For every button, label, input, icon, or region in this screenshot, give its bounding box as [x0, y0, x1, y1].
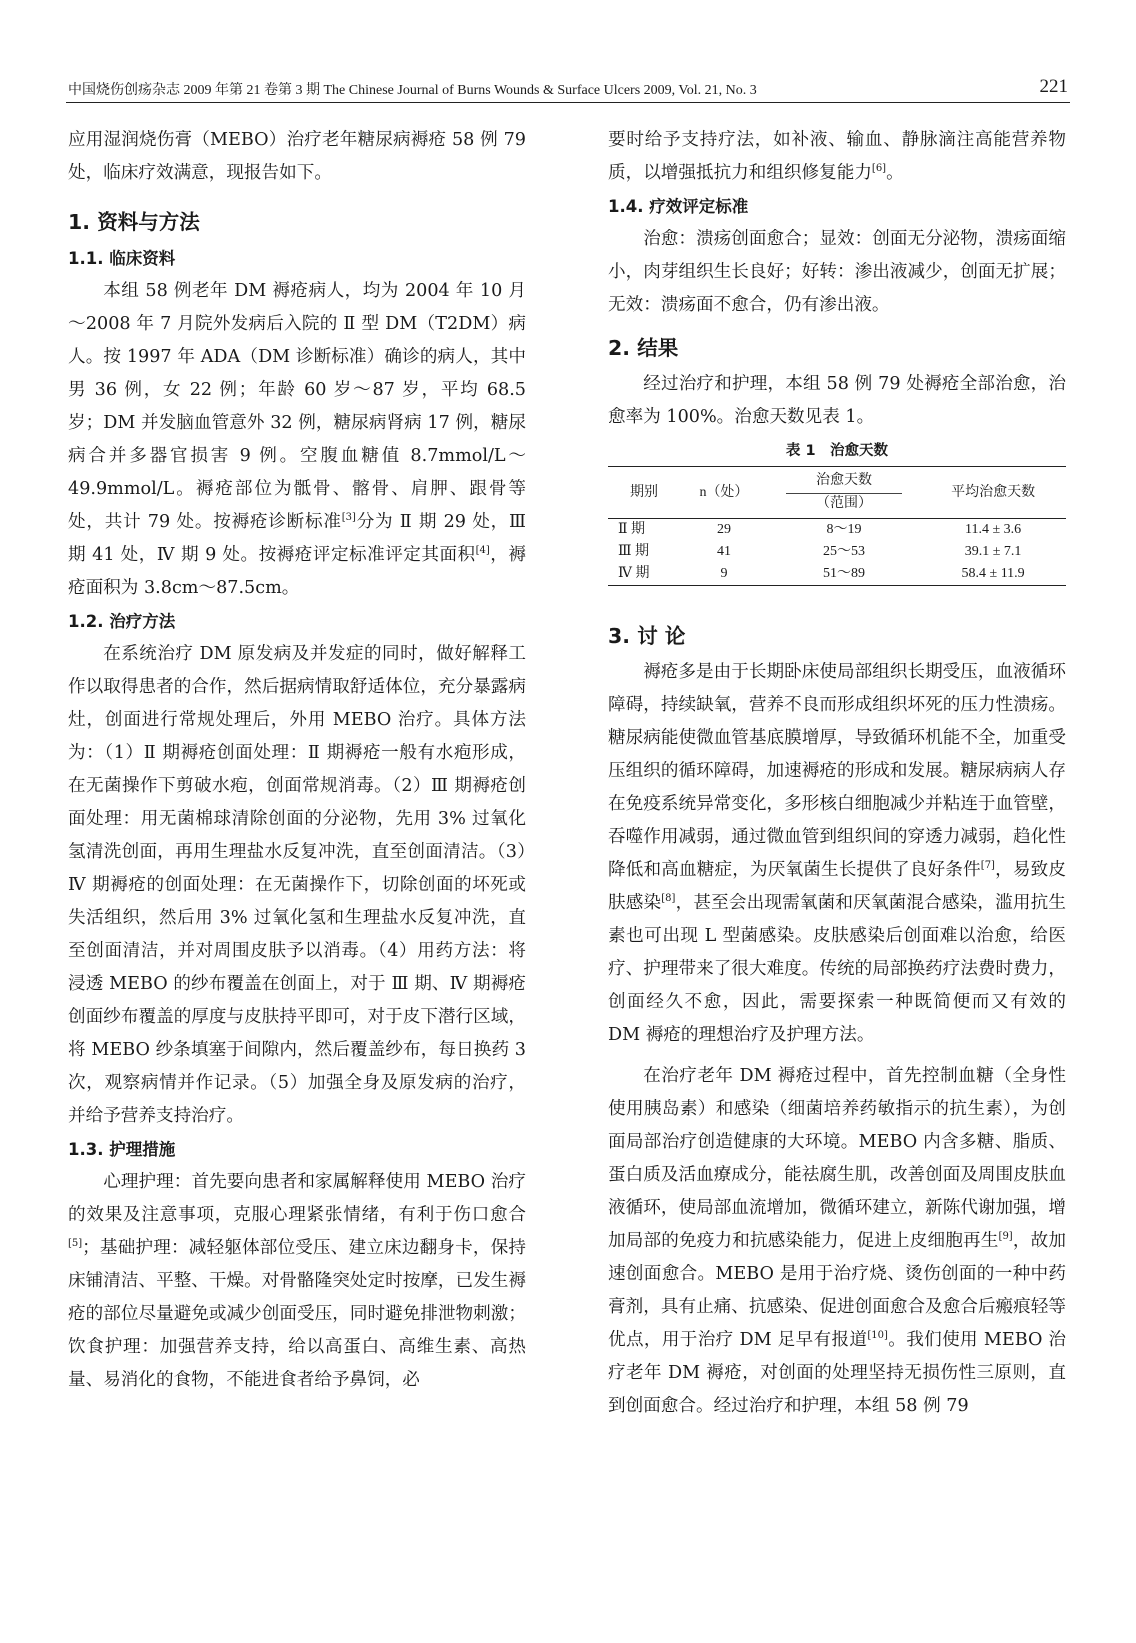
citation-3: [3] — [341, 512, 356, 523]
section-heading-discussion: 3. 讨 论 — [608, 624, 686, 648]
nursing-paragraph: 心理护理：首先要向患者和家属解释使用 MEBO 治疗的效果及注意事项，克服心理紧张情绪，有利于伤口愈合[5]；基础护理：减轻躯体部位受压、建立床边翻身卡，保持床铺清洁、平整、干燥。对骨骼隆突处定时按摩，已发生褥疮的部位尽量避免或减少创面受压，同时避免排泄物刺激；饮食护理：加强营养支持，给以高蛋白、高维生素、高热量、易消化的食物，不能进食者给予鼻饲，必 — [68, 1172, 526, 1390]
header-n: n（处） — [699, 484, 749, 500]
citation-9: [9] — [998, 1231, 1013, 1242]
header-mean: 平均治愈天数 — [951, 484, 1036, 500]
citation-8: [8] — [661, 893, 676, 904]
subsection-heading-criteria: 1.4. 疗效评定标准 — [608, 197, 749, 216]
treatment-paragraph: 在系统治疗 DM 原发病及并发症的同时，做好解释工作以取得患者的合作，然后据病情取舒适体位，充分暴露病灶，创面进行常规处理后，外用 MEBO 治疗。具体方法为：（1）Ⅱ 期褥疮创面处理：Ⅱ 期褥疮一般有水疱形成，在无菌操作下剪破水疱，创面常规消毒。（2）Ⅲ 期褥疮创面处理：用无菌棉球清除创面的分泌物，先用 3% 过氧化氢清洗创面，再用生理盐水反复冲洗，直至创面清洁。（3）Ⅳ 期褥疮的创面处理：在无菌操作下，切除创面的坏死或失活组织，然后用 3% 过氧化氢和生理盐水反复冲洗，直至创面清洁，并对周围皮肤予以消毒。（4）用药方法：将浸透 MEBO 的纱布覆盖在创面上，对于 Ⅲ 期、Ⅳ 期褥疮创面纱布覆盖的厚度与皮肤持平即可，对于皮下潜行区域，将 MEBO 纱条填塞于间隙内，然后覆盖纱布，每日换药 3 次，观察病情并作记录。（5）加强全身及原发病的治疗，并给予营养支持治疗。 — [68, 644, 526, 1126]
table-caption: 表 1 治愈天数 — [785, 443, 889, 459]
running-header — [68, 76, 1068, 102]
header-days: 治愈天数 （范围） — [768, 467, 920, 519]
clinical-data-paragraph: 本组 58 例老年 DM 褥疮病人，均为 2004 年 10 月～2008 年 7 月院外发病后入院的 Ⅱ 型 DM（T2DM）病人。按 1997 年 ADA（DM 诊断标准）确诊的病人，其中男 36 例，女 22 例；年龄 60 岁～87 岁，平均 68.5 岁；DM 并发脑血管意外 32 例，糖尿病肾病 17 例，糖尿病合并多器官损害 9 例。空腹血糖值 8.7mmol/L～49.9mmol/L。褥疮部位为骶骨、髂骨、肩胛、跟骨等处，共计 79 处。按褥疮诊断标准[3]分为 Ⅱ 期 29 处，Ⅲ 期 41 处，Ⅳ 期 9 处。按褥疮评定标准评定其面积[4]，褥疮面积为 3.8cm～87.5cm。 — [68, 281, 526, 598]
header-rule — [66, 102, 1070, 103]
right-column — [608, 124, 1066, 1423]
page-number: 221 — [1039, 76, 1068, 97]
subsection-heading-nursing: 1.3. 护理措施 — [68, 1140, 176, 1159]
table-row: Ⅲ 期 41 25～53 39.1 ± 7.1 — [618, 544, 1022, 559]
subsection-heading-treatment: 1.2. 治疗方法 — [68, 612, 176, 631]
header-stage: 期别 — [630, 484, 659, 500]
citation-5: [5] — [68, 1238, 83, 1249]
results-paragraph: 经过治疗和护理，本组 58 例 79 处褥疮全部治愈，治愈率为 100%。治愈天数见表 1。 — [608, 374, 1066, 427]
citation-6: [6] — [871, 163, 887, 174]
discussion-paragraph-2: 在治疗老年 DM 褥疮过程中，首先控制血糖（全身性使用胰岛素）和感染（细菌培养药敏指示的抗生素），为创面局部治疗创造健康的大环境。MEBO 内含多糖、脂质、蛋白质及活血療成分，能祛腐生肌，改善创面及周围皮肤血液循环，使局部血流增加，微循环建立，新陈代谢加强，增加局部的免疫力和抗感染能力，促进上皮细胞再生[9]，故加速创面愈合。MEBO 是用于治疗烧、烫伤创面的一种中药膏剂，具有止痛、抗感染、促进创面愈合及愈合后瘢痕轻等优点，用于治疗 DM 足早有报道[10]。我们使用 MEBO 治疗老年 DM 褥疮，对创面的处理坚持无损伤性三原则，直到创面愈合。经过治疗和护理，本组 58 例 79 — [608, 1066, 1066, 1416]
nursing-paragraph-continued: 要时给予支持疗法，如补液、输血、静脉滴注高能营养物质，以增强抵抗力和组织修复能力[6]。 — [608, 130, 1066, 183]
criteria-paragraph: 治愈：溃疡创面愈合；显效：创面无分泌物，溃疡面缩小，肉芽组织生长良好；好转：渗出液减少，创面无扩展；无效：溃疡面不愈合，仍有渗出液。 — [608, 229, 1066, 315]
running-head-text: 中国烧伤创疡杂志 2009 年第 21 卷第 3 期 The Chinese Journal of Burns Wounds & Surface Ulcers 2009, Vol. 21, No. 3 — [68, 83, 757, 98]
table-row: Ⅳ 期 9 51～89 58.4 ± 11.9 — [608, 563, 1066, 586]
intro-paragraph: 应用湿润烧伤膏（MEBO）治疗老年糖尿病褥疮 58 例 79 处，临床疗效满意，现报告如下。 — [68, 130, 526, 183]
section-heading-methods: 1. 资料与方法 — [68, 210, 200, 234]
citation-7: [7] — [980, 860, 995, 871]
left-column — [68, 124, 526, 1397]
discussion-paragraph-1: 褥疮多是由于长期卧床使局部组织长期受压，血液循环障碍，持续缺氧，营养不良而形成组织坏死的压力性溃疡。糖尿病能使微血管基底膜增厚，导致循环机能不全，加重受压组织的循环障碍，加速褥疮的形成和发展。糖尿病病人存在免疫系统异常变化，多形核白细胞减少并粘连于血管壁，吞噬作用减弱，通过微血管到组织间的穿透力减弱，趋化性降低和高血糖症，为厌氧菌生长提供了良好条件[7]，易致皮肤感染[8]，甚至会出现需氧菌和厌氧菌混合感染，滥用抗生素也可出现 L 型菌感染。皮肤感染后创面难以治愈，给医疗、护理带来了很大难度。传统的局部换药疗法费时费力，创面经久不愈，因此，需要探索一种既简便而又有效的 DM 褥疮的理想治疗及护理方法。 — [608, 662, 1066, 1045]
healing-days-table — [608, 466, 1066, 586]
table-header-row — [608, 467, 1066, 519]
subsection-heading-clinical-data: 1.1. 临床资料 — [68, 249, 176, 268]
section-heading-results: 2. 结果 — [608, 336, 679, 360]
citation-4: [4] — [475, 545, 490, 556]
table-row: Ⅱ 期 29 8～19 11.4 ± 3.6 — [618, 522, 1022, 537]
citation-10: [10] — [867, 1330, 888, 1341]
